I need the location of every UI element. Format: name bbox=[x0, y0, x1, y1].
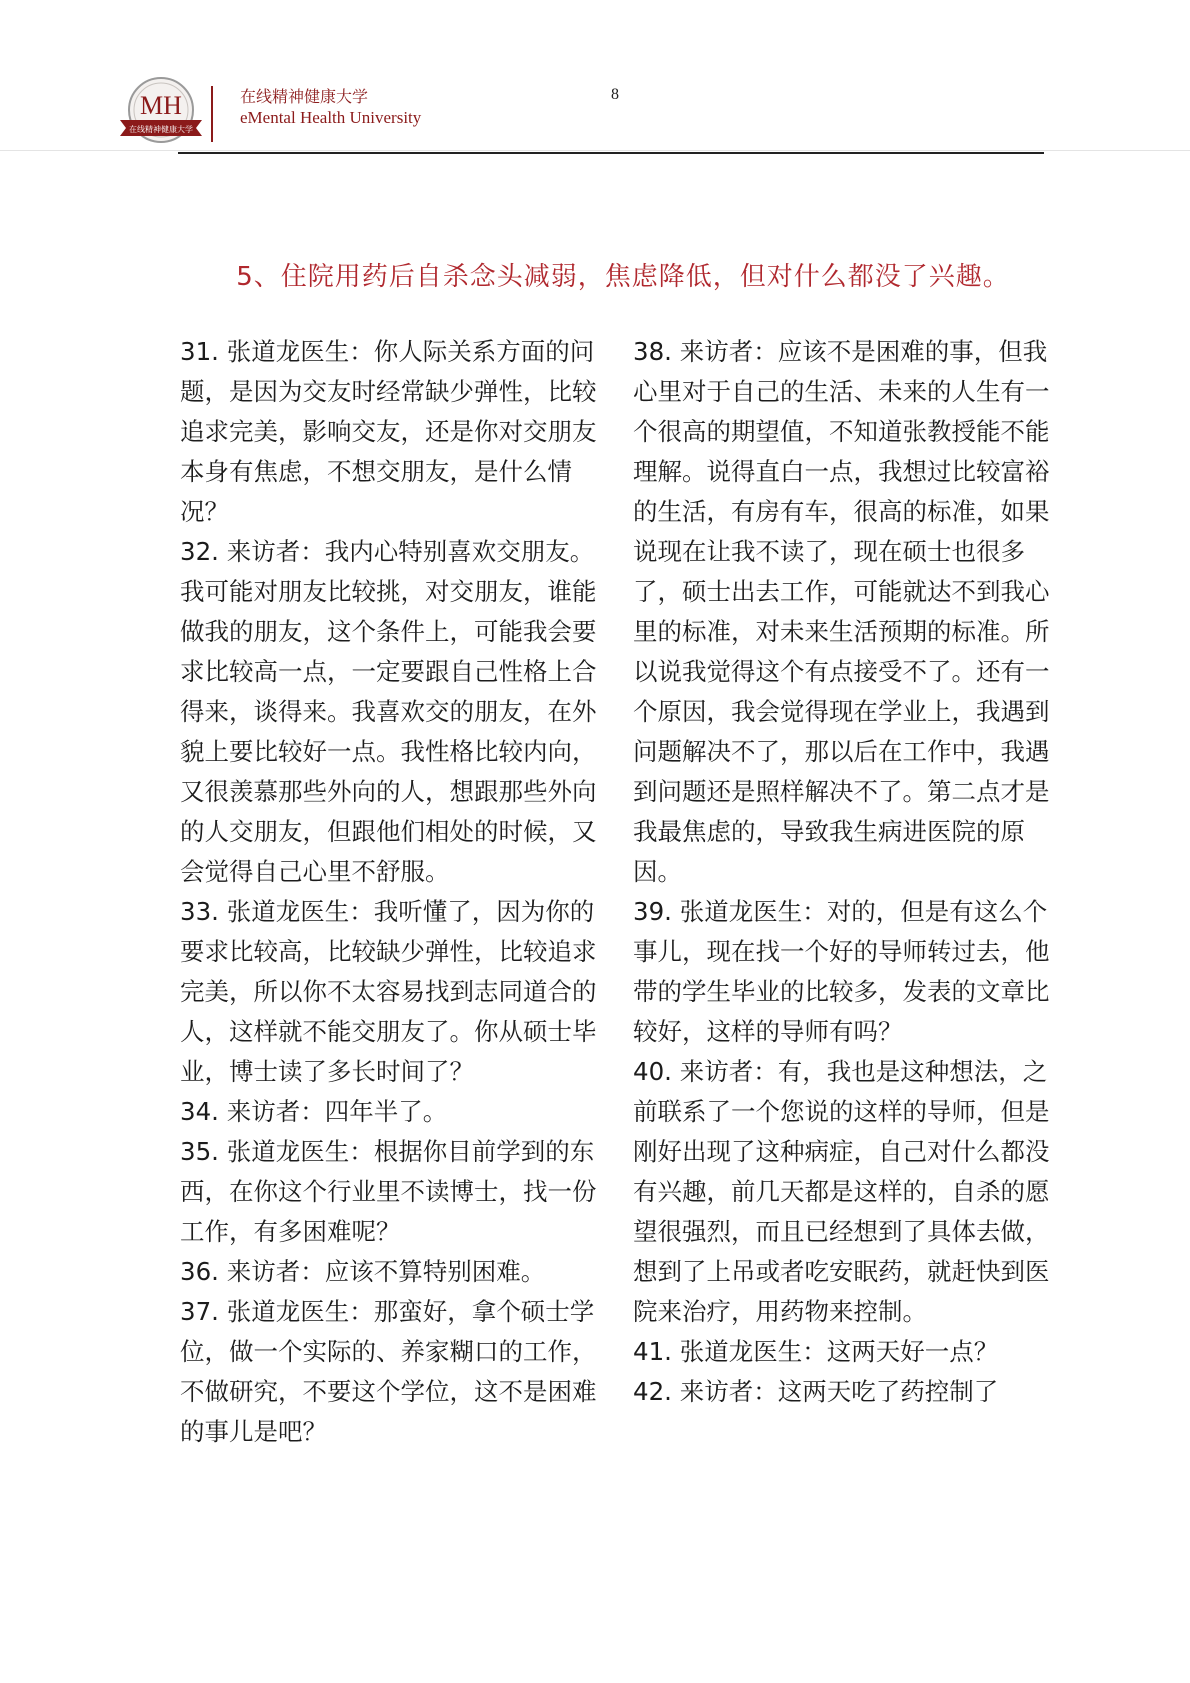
left-column bbox=[180, 332, 600, 1452]
right-column bbox=[633, 332, 1053, 1412]
university-logo-icon bbox=[118, 76, 204, 150]
page-number: 8 bbox=[611, 86, 619, 103]
dialogue-paragraph: 35. 张道龙医生：根据你目前学到的东西，在你这个行业里不读博士，找一份工作，有多困难呢？ bbox=[180, 1137, 597, 1246]
dialogue-paragraph: 31. 张道龙医生：你人际关系方面的问题，是因为交友时经常缺少弹性，比较追求完美，影响交友，还是你对交朋友本身有焦虑，不想交朋友，是什么情况？ bbox=[180, 337, 597, 526]
logo-mark: MH bbox=[140, 91, 182, 120]
section-heading: 5、住院用药后自杀念头减弱，焦虑降低，但对什么都没了兴趣。 bbox=[236, 262, 1010, 292]
dialogue-paragraph: 34. 来访者：四年半了。 bbox=[180, 1097, 448, 1126]
dialogue-paragraph: 37. 张道龙医生：那蛮好，拿个硕士学位，做一个实际的、养家糊口的工作，不做研究，不要这个学位，这不是困难的事儿是吧？ bbox=[180, 1297, 597, 1446]
dialogue-paragraph: 33. 张道龙医生：我听懂了，因为你的要求比较高，比较缺少弹性，比较追求完美，所以你不太容易找到志同道合的人，这样就不能交朋友了。你从硕士毕业，博士读了多长时间了？ bbox=[180, 897, 597, 1086]
page-header bbox=[0, 0, 1190, 160]
dialogue-paragraph: 36. 来访者：应该不算特别困难。 bbox=[180, 1257, 546, 1286]
brand-name-english: eMental Health University bbox=[240, 108, 422, 127]
dialogue-paragraph: 32. 来访者：我内心特别喜欢交朋友。我可能对朋友比较挑，对交朋友，谁能做我的朋友，这个条件上，可能我会要求比较高一点，一定要跟自己性格上合得来，谈得来。我喜欢交的朋友，在外貌上要比较好一点。我性格比较内向，又很羡慕那些外向的人，想跟那些外向的人交朋友，但跟他们相处的时候，又会觉得自己心里不舒服。 bbox=[180, 537, 597, 886]
dialogue-paragraph: 40. 来访者：有，我也是这种想法，之前联系了一个您说的这样的导师，但是刚好出现了这种病症，自己对什么都没有兴趣，前几天都是这样的，自杀的愿望很强烈，而且已经想到了具体去做，想到了上吊或者吃安眠药，就赶快到医院来治疗，用药物来控制。 bbox=[633, 1057, 1050, 1326]
dialogue-paragraph: 41. 张道龙医生：这两天好一点？ bbox=[633, 1337, 999, 1366]
brand-name-chinese: 在线精神健康大学 bbox=[240, 87, 369, 106]
header-underline bbox=[178, 152, 1044, 154]
dialogue-paragraph: 39. 张道龙医生：对的，但是有这么个事儿，现在找一个好的导师转过去，他带的学生毕业的比较多，发表的文章比较好，这样的导师有吗？ bbox=[633, 897, 1050, 1046]
dialogue-paragraph: 42. 来访者：这两天吃了药控制了 bbox=[633, 1377, 999, 1406]
header-rule bbox=[0, 150, 1190, 151]
dialogue-paragraph: 38. 来访者：应该不是困难的事，但我心里对于自己的生活、未来的人生有一个很高的期望值，不知道张教授能不能理解。说得直白一点，我想过比较富裕的生活，有房有车，很高的标准，如果说现在让我不读了，现在硕士也很多了，硕士出去工作，可能就达不到我心里的标准，对未来生活预期的标准。所以说我觉得这个有点接受不了。还有一个原因，我会觉得现在学业上，我遇到问题解决不了，那以后在工作中，我遇到问题还是照样解决不了。第二点才是我最焦虑的，导致我生病进医院的原因。 bbox=[633, 337, 1050, 886]
header-divider bbox=[211, 86, 213, 142]
logo-ribbon-text: 在线精神健康大学 bbox=[129, 125, 193, 134]
